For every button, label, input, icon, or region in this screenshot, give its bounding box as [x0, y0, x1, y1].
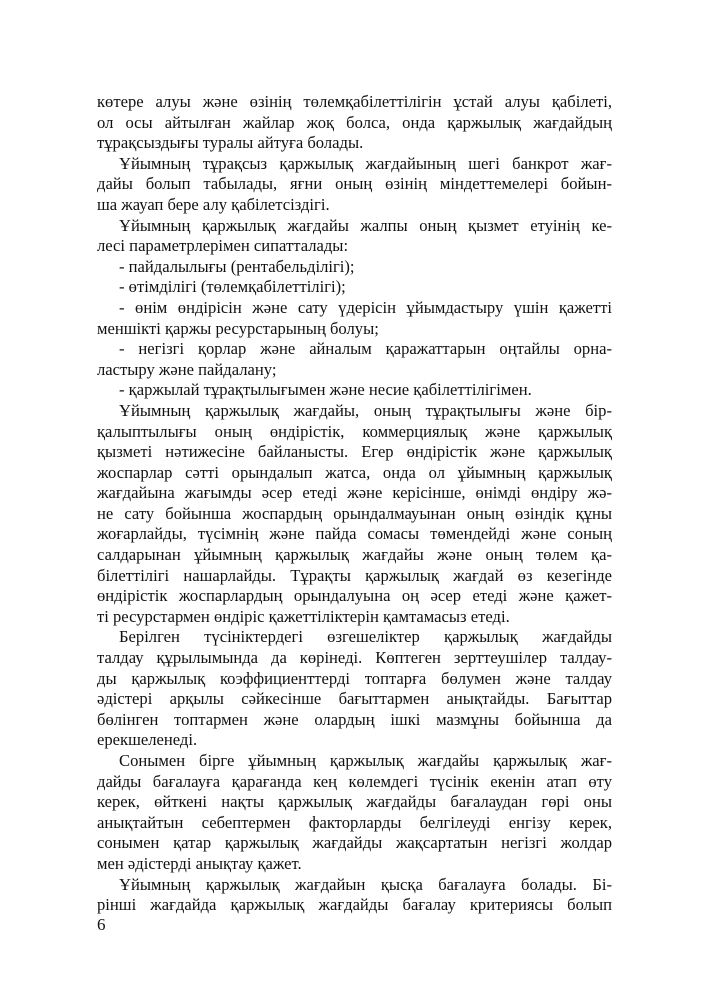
- text-line: Ұйымның қаржылық жағдайын қысқа бағалауға болады. Бі-: [119, 874, 612, 894]
- text-line: - негізгі қорлар және айналым қаражаттарын оңтайлы орна-: [119, 339, 612, 359]
- text-line: салдарынан ұйымның қаржылық жағдайы және оның төлем қа-: [97, 545, 612, 565]
- text-line: анықтайтын себептермен факторларды белгілеуді енгізу керек,: [97, 812, 612, 832]
- text-line: ол осы айтылған жайлар жоқ болса, онда қаржылық жағдайдың: [97, 112, 612, 132]
- text-line: ды қаржылық коэффициенттерді топтарға бөлумен және талдау: [97, 668, 612, 688]
- text-line: жоғарлайды, түсімнің және пайда сомасы төмендейді және соның: [97, 524, 612, 544]
- text-line: жағдайына жағымды әсер етеді және керісінше, өнімді өндіру жә-: [97, 483, 612, 503]
- text-line: рінші жағдайда қаржылық жағдайды бағалау критериясы болып: [97, 895, 612, 915]
- text-line: меншікті қаржы ресурстарының болуы;: [97, 318, 379, 338]
- text-line: дайды бағалауға қарағанда кең көлемдегі түсінік екенін атап өту: [97, 771, 612, 791]
- text-line: Берілген түсініктердегі өзгешеліктер қаржылық жағдайды: [119, 627, 612, 647]
- text-line: Сонымен бірге ұйымның қаржылық жағдайы қаржылық жағ-: [119, 751, 612, 770]
- text-line: өндірістік жоспарлардың орындалуына оң әсер етеді және қажет-: [97, 586, 612, 606]
- text-line: ті ресурстармен өндіріс қажеттіліктерін қамтамасыз етеді.: [97, 606, 510, 626]
- document-page: [97, 92, 612, 916]
- text-line: Ұйымның тұрақсыз қаржылық жағдайының шегі банкрот жағ-: [119, 153, 612, 173]
- text-line: білеттілігі нашарлайды. Тұрақты қаржылық жағдай өз кезегінде: [97, 565, 612, 585]
- text-line: лесі параметрлерімен сипатталады:: [97, 236, 349, 256]
- text-line: ерекшеленеді.: [97, 730, 198, 750]
- text-line: дайы болып табылады, яғни оның өзінің міндеттемелері бойын-: [97, 174, 612, 194]
- text-line: - қаржылай тұрақтылығымен және несие қабілеттілігімен.: [119, 380, 532, 400]
- text-line: қызметі нәтижесіне байланысты. Егер өндірістік және қаржылық: [97, 442, 612, 462]
- page-number: 6: [97, 915, 106, 934]
- text-line: көтере алуы және өзінің төлемқабілеттілігін ұстай алуы қабілеті,: [97, 92, 612, 111]
- text-line: мен әдістерді анықтау қажет.: [97, 853, 302, 873]
- text-line: - өнім өндірісін және сату үдерісін ұйымдастыру үшін қажетті: [119, 297, 612, 317]
- text-line: тұрақсыздығы туралы айтуға болады.: [97, 133, 364, 153]
- text-line: талдау құрылымында да көрінеді. Көптеген зерттеушілер талдау-: [97, 648, 612, 668]
- text-line: әдістері арқылы сәйкесінше бағыттармен анықтайды. Бағыттар: [97, 689, 612, 709]
- text-line: ша жауап бере алу қабілетсіздігі.: [97, 194, 330, 214]
- text-line: бөлінген топтармен және олардың ішкі мазмұны бойынша да: [97, 709, 612, 729]
- text-line: ластыру және пайдалану;: [97, 359, 277, 379]
- text-line: жоспарлар сәтті орындалып жатса, онда ол ұйымның қаржылық: [97, 462, 612, 482]
- text-line: не сату бойынша жоспардың орындалмауынан оның өзіндік құны: [97, 503, 612, 523]
- text-line: қалыптылығы оның өндірістік, коммерциялық және қаржылық: [97, 421, 612, 441]
- text-line: сонымен қатар қаржылық жағдайды жақсартатын негізгі жолдар: [97, 833, 612, 853]
- text-line: - пайдалылығы (рентабельділігі);: [119, 256, 355, 276]
- text-line: керек, өйткені нақты қаржылық жағдайды бағалаудан гөрі оны: [97, 792, 612, 812]
- text-line: Ұйымның қаржылық жағдайы жалпы оның қызмет етуінің ке-: [119, 215, 612, 235]
- text-line: Ұйымның қаржылық жағдайы, оның тұрақтылығы және бір-: [119, 400, 612, 420]
- text-line: - өтімділігі (төлемқабілеттілігі);: [119, 277, 346, 297]
